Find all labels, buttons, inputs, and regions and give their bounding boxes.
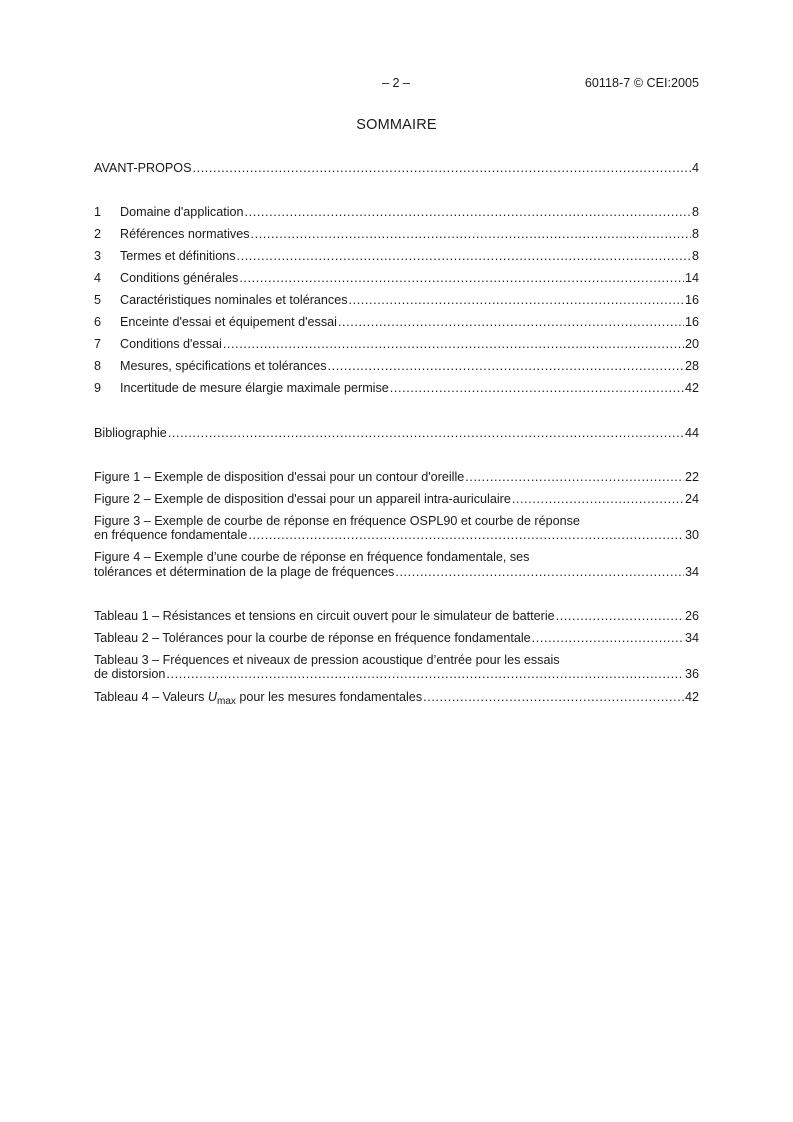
leader-dots xyxy=(168,425,684,441)
table4-suffix: pour les mesures fondamentales xyxy=(235,690,423,704)
clause-number: 7 xyxy=(94,337,102,351)
leader-dots xyxy=(338,314,684,330)
leader-dots xyxy=(239,270,684,286)
toc-entry-page: 8 xyxy=(691,227,699,241)
toc-entry-clause[interactable] xyxy=(94,226,699,242)
leader-dots xyxy=(248,527,684,543)
toc-entry-clause[interactable] xyxy=(94,292,699,308)
toc-entry-page: 30 xyxy=(684,528,699,542)
toc-entry-label: Tableau 2 – Tolérances pour la courbe de réponse en fréquence fondamentale xyxy=(94,631,531,645)
clause-number: 5 xyxy=(94,293,102,307)
toc-entry-page: 34 xyxy=(684,565,699,579)
toc-entry-table-line1: Tableau 3 – Fréquences et niveaux de pression acoustique d’entrée pour les essais xyxy=(94,653,560,667)
toc-entry-bibliography[interactable] xyxy=(94,425,699,441)
clause-number: 2 xyxy=(94,227,102,241)
toc-entry-figure-line1: Figure 4 – Exemple d’une courbe de réponse en fréquence fondamentale, ses xyxy=(94,550,530,564)
toc-entry-page: 44 xyxy=(684,426,699,440)
toc-entry-clause[interactable] xyxy=(94,314,699,330)
toc-entry-label: Mesures, spécifications et tolérances xyxy=(120,359,327,373)
toc-entry-label: Conditions d'essai xyxy=(120,337,222,351)
toc-entry-page: 34 xyxy=(684,631,699,645)
toc-entry-table[interactable] xyxy=(94,689,699,705)
toc-entry-clause[interactable] xyxy=(94,270,699,286)
leader-dots xyxy=(512,491,684,507)
toc-entry-page: 26 xyxy=(684,609,699,623)
toc-entry-label: Figure 2 – Exemple de disposition d'essai pour un appareil intra-auriculaire xyxy=(94,492,511,506)
clause-number: 9 xyxy=(94,381,102,395)
clause-number: 8 xyxy=(94,359,102,373)
leader-dots xyxy=(395,564,684,580)
leader-dots xyxy=(465,469,684,485)
toc-entry-label xyxy=(94,689,422,710)
toc-entry-label: Conditions générales xyxy=(120,271,239,285)
toc-entry-clause[interactable] xyxy=(94,358,699,374)
toc-entry-clause[interactable] xyxy=(94,248,699,264)
toc-entry-table[interactable] xyxy=(94,608,699,624)
toc-entry-figure[interactable] xyxy=(94,469,699,485)
toc-entry-label: Caractéristiques nominales et tolérances xyxy=(120,293,348,307)
leader-dots xyxy=(245,204,691,220)
leader-dots xyxy=(532,630,684,646)
table4-prefix: Tableau 4 – Valeurs xyxy=(94,690,208,704)
leader-dots xyxy=(237,248,691,264)
umax-variable: U xyxy=(207,690,217,704)
toc-entry-label: de distorsion xyxy=(94,667,166,681)
toc-entry-page: 4 xyxy=(691,161,699,175)
toc-entry-figure[interactable] xyxy=(94,564,699,580)
toc-entry-clause[interactable] xyxy=(94,336,699,352)
toc-entry-label: tolérances et détermination de la plage de fréquences xyxy=(94,565,395,579)
leader-dots xyxy=(223,336,684,352)
toc-entry-page: 20 xyxy=(684,337,699,351)
toc-entry-label: Références normatives xyxy=(120,227,250,241)
toc-entry-page: 28 xyxy=(684,359,699,373)
toc-entry-clause[interactable] xyxy=(94,380,699,396)
leader-dots xyxy=(556,608,684,624)
leader-dots xyxy=(193,160,691,176)
clause-number: 3 xyxy=(94,249,102,263)
clause-number: 1 xyxy=(94,205,102,219)
toc-entry-avant-propos[interactable] xyxy=(94,160,699,176)
leader-dots xyxy=(423,689,684,705)
toc-entry-table[interactable] xyxy=(94,666,699,682)
toc-entry-page: 36 xyxy=(684,667,699,681)
toc-entry-label: Termes et définitions xyxy=(120,249,236,263)
toc-entry-page: 8 xyxy=(691,249,699,263)
toc-entry-label: AVANT-PROPOS xyxy=(94,161,192,175)
toc-entry-table[interactable] xyxy=(94,630,699,646)
leader-dots xyxy=(349,292,684,308)
toc-entry-page: 14 xyxy=(684,271,699,285)
toc-entry-label: Tableau 1 – Résistances et tensions en circuit ouvert pour le simulateur de batterie xyxy=(94,609,555,623)
document-reference: 60118-7 © CEI:2005 xyxy=(584,76,699,90)
toc-entry-label: Figure 1 – Exemple de disposition d'essai pour un contour d'oreille xyxy=(94,470,465,484)
leader-dots xyxy=(328,358,684,374)
toc-entry-label: Enceinte d'essai et équipement d'essai xyxy=(120,315,337,329)
toc-entry-figure-line1: Figure 3 – Exemple de courbe de réponse en fréquence OSPL90 et courbe de réponse xyxy=(94,514,580,528)
toc-entry-page: 42 xyxy=(684,690,699,704)
umax-subscript: max xyxy=(217,696,236,707)
toc-entry-page: 24 xyxy=(684,492,699,506)
clause-number: 4 xyxy=(94,271,102,285)
toc-entry-label: Bibliographie xyxy=(94,426,167,440)
toc-entry-label: Domaine d'application xyxy=(120,205,244,219)
toc-entry-page: 22 xyxy=(684,470,699,484)
clause-number: 6 xyxy=(94,315,102,329)
toc-entry-clause[interactable] xyxy=(94,204,699,220)
toc-entry-page: 42 xyxy=(684,381,699,395)
page-number: – 2 – xyxy=(381,76,410,90)
page-title: SOMMAIRE xyxy=(356,117,437,133)
leader-dots xyxy=(251,226,691,242)
toc-entry-label: en fréquence fondamentale xyxy=(94,528,248,542)
leader-dots xyxy=(166,666,684,682)
toc-entry-label: Incertitude de mesure élargie maximale permise xyxy=(120,381,389,395)
toc-entry-page: 16 xyxy=(684,293,699,307)
toc-entry-figure[interactable] xyxy=(94,527,699,543)
toc-entry-page: 8 xyxy=(691,205,699,219)
leader-dots xyxy=(390,380,684,396)
toc-entry-figure[interactable] xyxy=(94,491,699,507)
toc-entry-page: 16 xyxy=(684,315,699,329)
